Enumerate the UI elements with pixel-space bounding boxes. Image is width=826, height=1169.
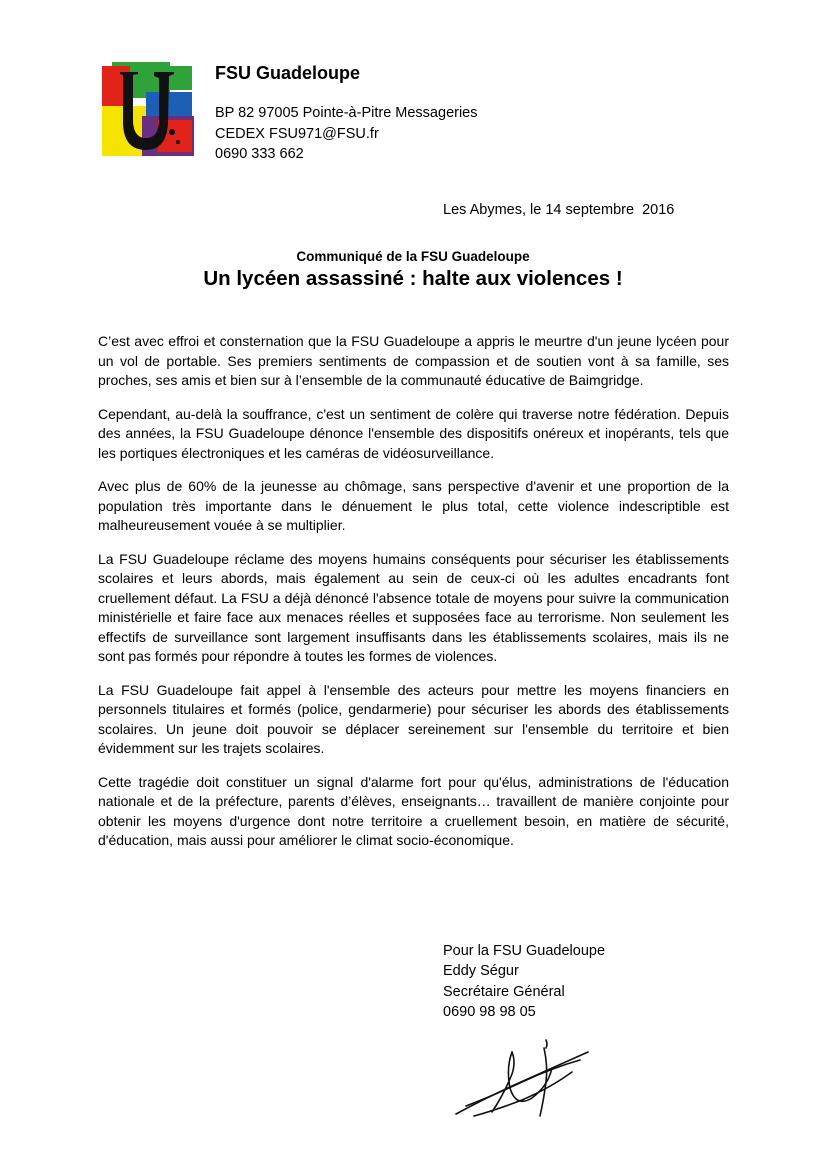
address-line: BP 82 97005 Pointe-à-Pitre Messageries — [215, 105, 478, 121]
address-line: CEDEX FSU971@FSU.fr — [215, 125, 379, 142]
logo-dot — [169, 129, 175, 135]
signature-block — [443, 941, 605, 1022]
signature-line: Pour la FSU Guadeloupe — [443, 943, 606, 959]
org-address — [215, 103, 478, 165]
place-date: Les Abymes, le 14 septembre 2016 — [443, 202, 675, 218]
body-paragraph: Avec plus de 60% de la jeunesse au chômage, sans perspective d'avenir et une proportion de la population très importante dans le dénuement le plus total, cette violence indescriptible est malheureusement vouée à se multiplier. — [98, 478, 729, 533]
signatory-name: Eddy Ségur — [443, 963, 519, 980]
body-paragraph: Cependant, au-delà la souffrance, c'est un sentiment de colère qui traverse notre fédération. Depuis des années, la FSU Guadeloupe dénonce l'ensemble des dispositifs onéreux et inopérants, tels que les portiques électroniques et les caméras de vidéosurveillance. — [98, 405, 729, 461]
letter-body — [98, 332, 729, 865]
signatory-phone: 0690 98 98 05 — [443, 1003, 536, 1020]
body-paragraph: La FSU Guadeloupe réclame des moyens humains conséquents pour sécuriser les établissements scolaires et leurs abords, mais également au sein de ceux-ci où les adultes encadrants font cruellement défaut. La FSU a déjà dénoncé l'absence totale de moyens pour suivre la communication ministérielle et faire face aux menaces réelles et supposées face au terrorisme. Non seulement les effectifs de surveillance sont largement insuffisants dans les établissements scolaires, mais ils ne sont pas formés pour répondre à toutes les formes de violences. — [98, 550, 729, 664]
communique-kicker: Communiqué de la FSU Guadeloupe — [296, 249, 530, 264]
fsu-logo — [102, 62, 194, 156]
logo-green-strip — [170, 66, 192, 90]
org-name: FSU Guadeloupe — [215, 63, 361, 83]
headline: Un lycéen assassiné : halte aux violences ! — [203, 267, 623, 290]
body-paragraph: Cette tragédie doit constituer un signal d'alarme fort pour qu'élus, administrations de l'éducation nationale et de la préfecture, parents d’élèves, enseignants… travaillent de manière conjointe pour obtenir les moyens d'urgence dont notre territoire a cruellement besoin, en matière de sécurité, d'éducation, mais aussi pour améliorer le climat socio-économique. — [98, 773, 729, 848]
signatory-title: Secrétaire Général — [443, 983, 565, 1000]
logo-blue-block — [146, 92, 192, 116]
body-paragraph: La FSU Guadeloupe fait appel à l'ensemble des acteurs pour mettre les moyens financiers en personnels titulaires et formés (police, gendarmerie) pour sécuriser les abords des établissements scolaires. Un jeune doit pouvoir se déplacer sereinement sur l'ensemble du territoire et bien évidemment sur les trajets scolaires. — [98, 681, 729, 756]
handwritten-signature — [452, 1038, 592, 1122]
address-line: 0690 333 662 — [215, 146, 304, 162]
body-paragraph: C’est avec effroi et consternation que la FSU Guadeloupe a appris le meurtre d'un jeune lycéen pour un vol de portable. Ses premiers sentiments de compassion et de soutien vont à sa famille, ses proches, ses amis et bien sur à l’ensemble de la communauté éducative de Baimgridge. — [98, 333, 729, 388]
logo-dot-2 — [176, 140, 180, 144]
